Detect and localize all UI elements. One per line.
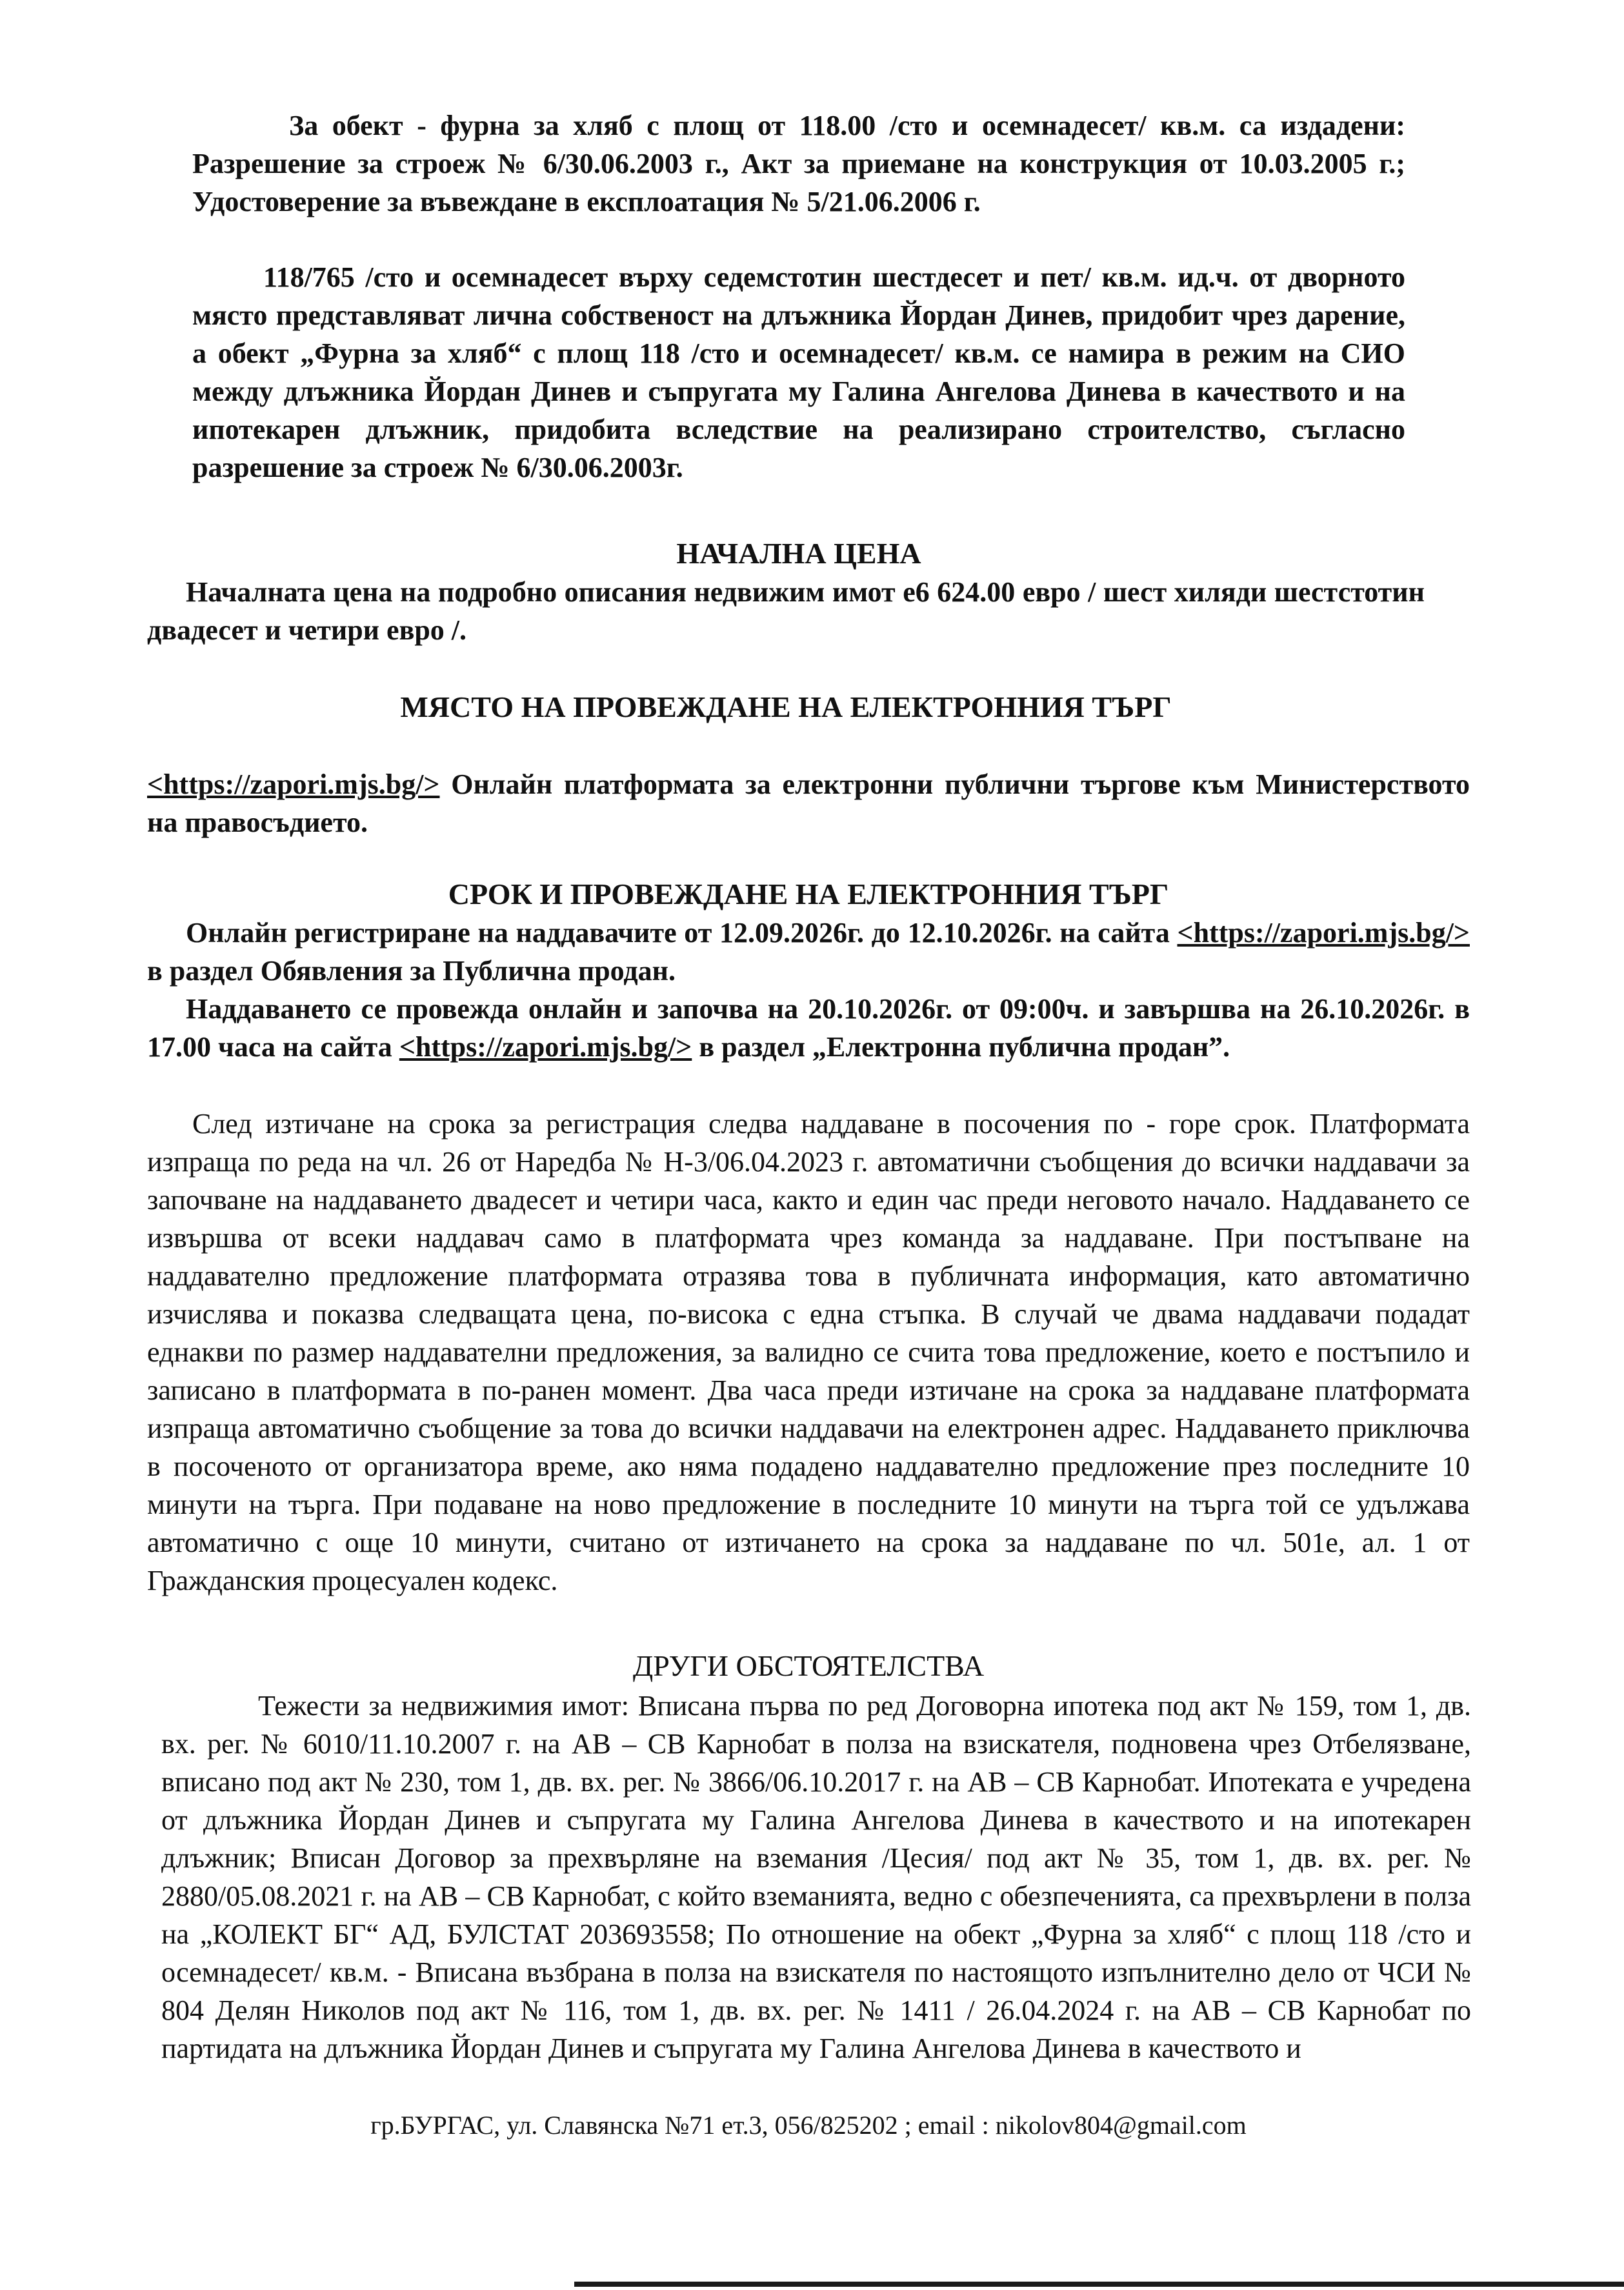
- bottom-edge-line: [574, 2282, 1624, 2287]
- heading-other-circumstances: ДРУГИ ОБСТОЯТЕЛСТВА: [632, 1649, 985, 1682]
- paragraph-bidding: [147, 990, 1470, 1066]
- bidding-text: Наддаването се провежда онлайн и започва на 20.10.2026г. от 09:00ч. и завършва на 26.10.2026г. в 17.00 часа на сайта: [147, 993, 1470, 1063]
- footer-contact: гр.БУРГАС, ул. Славянска №71 ет.3, 056/825202 ; email : nikolov804@gmail.com: [370, 2111, 1247, 2140]
- platform-description: Онлайн платформата за електронни публични търгове към Министерството на правосъдието.: [147, 768, 1470, 838]
- platform-link[interactable]: <https://zapori.mjs.bg/>: [147, 768, 440, 800]
- registration-text: Онлайн регистриране на наддавачите от 12.09.2026г. до 12.10.2026г. на сайта: [186, 917, 1178, 949]
- bidding-link[interactable]: <https://zapori.mjs.bg/>: [399, 1031, 692, 1063]
- heading-auction-place: МЯСТО НА ПРОВЕЖДАНЕ НА ЕЛЕКТРОННИЯ ТЪРГ: [400, 690, 1172, 723]
- paragraph-registration: [147, 914, 1470, 990]
- paragraph-object-permits: За обект - фурна за хляб с площ от 118.00 /сто и осемнадесет/ кв.м. са издадени: Разрешение за строеж № 6/30.06.2003 г., Акт за приемане на конструкция от 10.03.2005 г.; Удостоверение за въвеждане в експлоатация № 5/21.06.2006 г.: [192, 110, 1405, 217]
- paragraph-encumbrances: Тежести за недвижимия имот: Вписана първа по ред Договорна ипотека под акт № 159, том 1, дв. вх. рег. № 6010/11.10.2007 г. на АВ – СВ Карнобат в полза на взискателя, подновена чрез Отбелязване, вписано под акт № 230, том 1, дв. вх. рег. № 3866/06.10.2017 г. на АВ – СВ Карнобат. Ипотеката е учредена от длъжника Йордан Динев и съпругата му Галина Ангелова Динева в качеството и на ипотекарен длъжник; Вписан Договор за прехвърляне на вземания /Цесия/ под акт № 35, том 1, дв. вх. рег. № 2880/05.08.2021 г. на АВ – СВ Карнобат, с който вземанията, ведно с обезпеченията, са прехвърлени в полза на „КОЛЕКТ БГ“ АД, БУЛСТАТ 203693558; По отношение на обект „Фурна за хляб“ с площ 118 /сто и осемнадесет/ кв.м. - Вписана възбрана в полза на взискателя по настоящото изпълнително дело от ЧСИ № 804 Делян Николов под акт № 116, том 1, дв. вх. рег. № 1411 / 26.04.2024 г. на АВ – СВ Карнобат по партидата на длъжника Йордан Динев и съпругата му Галина Ангелова Динева в качеството и: [161, 1690, 1471, 2064]
- paragraph-auction-place: [147, 765, 1470, 841]
- paragraph-procedure: След изтичане на срока за регистрация следва наддаване в посочения по - горе срок. Платформата изпраща по реда на чл. 26 от Наредба № Н-3/06.04.2023 г. автоматични съобщения до всички наддавачи за започване на наддаването двадесет и четири часа, както и един час преди неговото начало. Наддаването се извършва от всеки наддавач само в платформата чрез команда за наддаване. При постъпване на наддавателно предложение платформата отразява това в публичната информация, като автоматично изчислява и показва следващата цена, по-висока с една стъпка. В случай че двама наддавачи подадат еднакви по размер наддавателни предложения, за валидно се счита това предложение, което е постъпило и записано в платформата в по-ранен момент. Два часа преди изтичане на срока за наддаване платформата изпраща автоматично съобщение за това до всички наддавачи на електронен адрес. Наддаването приключва в посоченото от организатора време, ако няма подадено наддавателно предложение през последните 10 минути на търга. При подаване на ново предложение в последните 10 минути на търга той се удължава автоматично с още 10 минути, считано от изтичането на срока за наддаване по чл. 501е, ал. 1 от Гражданския процесуален кодекс.: [147, 1108, 1470, 1596]
- registration-tail: в раздел Обявления за Публична продан.: [147, 955, 676, 987]
- paragraph-starting-price: Началната цена на подробно описания недвижим имот е6 624.00 евро / шест хиляди шестстотин двадесет и четири евро /.: [147, 576, 1425, 646]
- registration-link[interactable]: <https://zapori.mjs.bg/>: [1177, 917, 1470, 949]
- paragraph-ownership: 118/765 /сто и осемнадесет върху седемстотин шестдесет и пет/ кв.м. ид.ч. от дворното място представляват лична собственост на длъжника Йордан Динев, придобит чрез дарение, а обект „Фурна за хляб“ с площ 118 /сто и осемнадесет/ кв.м. се намира в режим на СИО между длъжника Йордан Динев и съпругата му Галина Ангелова Динева в качеството и на ипотекарен длъжник, придобита вследствие на реализирано строителство, съгласно разрешение за строеж № 6/30.06.2003г.: [192, 261, 1405, 483]
- heading-starting-price: НАЧАЛНА ЦЕНА: [676, 537, 921, 570]
- heading-auction-term: СРОК И ПРОВЕЖДАНЕ НА ЕЛЕКТРОННИЯ ТЪРГ: [448, 878, 1169, 910]
- bidding-tail: в раздел „Електронна публична продан”.: [692, 1031, 1230, 1063]
